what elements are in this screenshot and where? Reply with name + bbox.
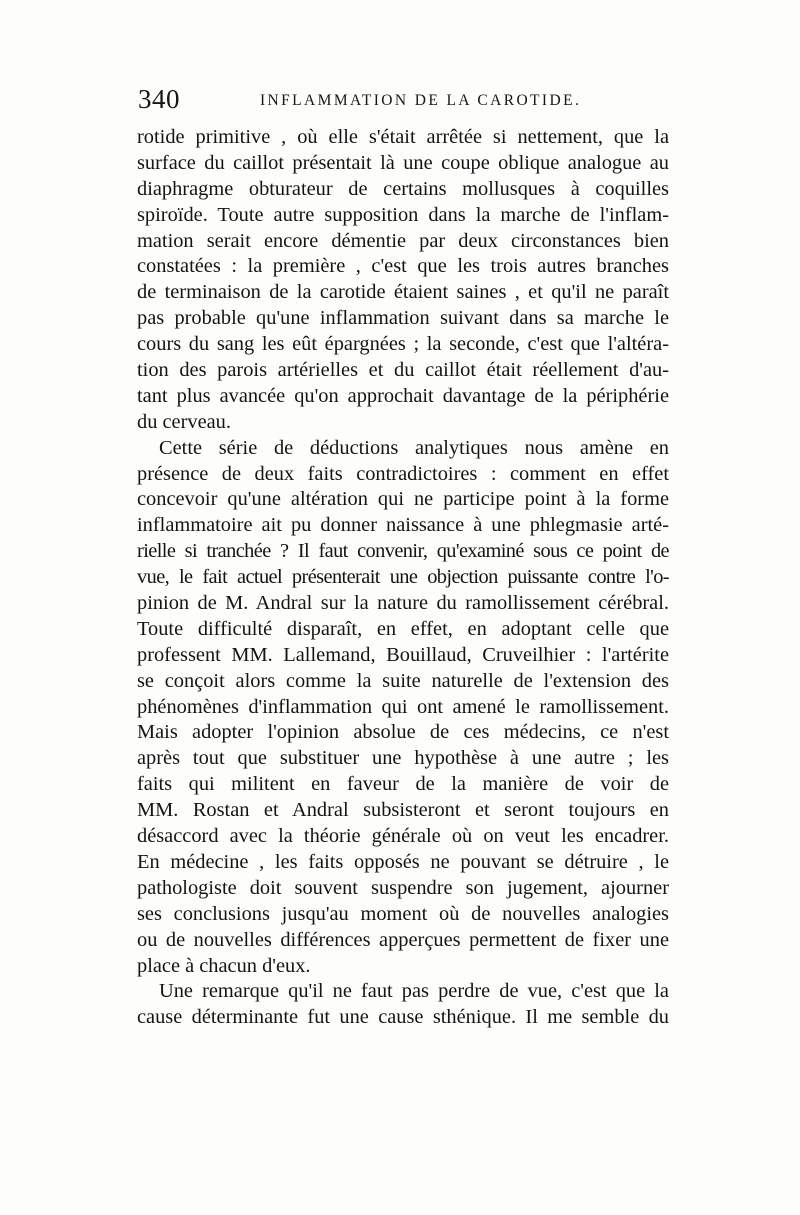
text-line: pathologiste doit souvent suspendre son jugement, ajourner: [137, 876, 669, 899]
text-line: après tout que substituer une hypothèse à une autre ; les: [137, 747, 669, 770]
text-line: du cerveau.: [137, 410, 231, 433]
text-line: concevoir qu'une altération qui ne participe point à la forme: [137, 488, 669, 511]
text-line: pinion de M. Andral sur la nature du ramollissement cérébral.: [137, 592, 669, 615]
text-line: diaphragme obturateur de certains mollusques à coquilles: [137, 177, 669, 200]
text-line: En médecine , les faits opposés ne pouvant se détruire , le: [137, 850, 669, 873]
text-line: Cette série de déductions analytiques nous amène en: [159, 436, 669, 459]
text-line: rielle si tranchée ? Il faut convenir, qu'examiné sous ce point de: [137, 540, 669, 563]
text-line: ses conclusions jusqu'au moment où de nouvelles analogies: [137, 902, 669, 925]
text-line: vue, le fait actuel présenterait une objection puissante contre l'o-: [137, 566, 669, 589]
text-line: rotide primitive , où elle s'était arrêtée si nettement, que la: [137, 126, 669, 148]
text-line: surface du caillot présentait là une coupe oblique analogue au: [137, 151, 669, 174]
text-line: place à chacun d'eux.: [137, 954, 311, 977]
page-header: [138, 84, 668, 118]
text-line: Mais adopter l'opinion absolue de ces médecins, ce n'est: [137, 721, 669, 744]
text-line: tion des parois artérielles et du caillot était réellement d'au-: [137, 359, 669, 382]
text-line: Une remarque qu'il ne faut pas perdre de vue, c'est que la: [159, 980, 669, 1003]
text-line: désaccord avec la théorie générale où on veut les encadrer.: [137, 825, 669, 848]
page-number: 340: [138, 84, 180, 114]
text-line: mation serait encore démentie par deux circonstances bien: [137, 229, 669, 252]
text-line: ou de nouvelles différences apperçues permettent de fixer une: [137, 928, 669, 951]
text-line: spiroïde. Toute autre supposition dans la marche de l'inflam-: [137, 203, 669, 226]
text-line: faits qui militent en faveur de la manière de voir de: [137, 773, 669, 796]
text-line: présence de deux faits contradictoires : comment en effet: [137, 462, 669, 485]
text-line: Toute difficulté disparaît, en effet, en adoptant celle que: [137, 617, 669, 640]
text-line: phénomènes d'inflammation qui ont amené le ramollissement.: [137, 695, 669, 718]
body-text: [137, 125, 669, 1031]
text-line: cours du sang les eût épargnées ; la seconde, c'est que l'altéra-: [137, 333, 669, 356]
running-title: INFLAMMATION DE LA CAROTIDE.: [260, 92, 582, 109]
text-line: constatées : la première , c'est que les trois autres branches: [137, 255, 669, 278]
text-line: cause déterminante fut une cause sthénique. Il me semble du: [137, 1006, 669, 1029]
text-line: se conçoit alors comme la suite naturelle de l'extension des: [137, 669, 669, 692]
text-line: inflammatoire ait pu donner naissance à une phlegmasie arté-: [137, 514, 669, 537]
text-line: MM. Rostan et Andral subsisteront et seront toujours en: [137, 799, 669, 822]
text-line: professent MM. Lallemand, Bouillaud, Cruveilhier : l'artérite: [137, 643, 669, 666]
text-line: tant plus avancée qu'on approchait davantage de la périphérie: [137, 384, 669, 407]
text-line: pas probable qu'une inflammation suivant dans sa marche le: [137, 307, 669, 330]
text-line: de terminaison de la carotide étaient saines , et qu'il ne paraît: [137, 281, 669, 304]
